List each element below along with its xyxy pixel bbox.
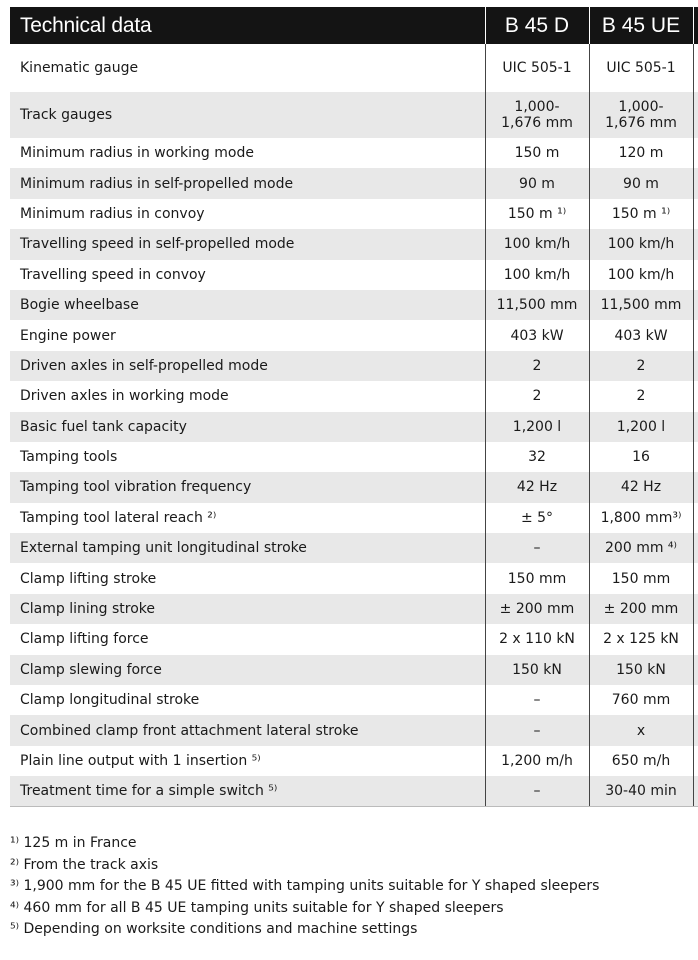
row-label: Tamping tools — [10, 442, 485, 472]
table-row — [10, 260, 698, 290]
value-b45d: 150 mm — [485, 563, 589, 593]
row-edge — [693, 351, 698, 381]
value-b45ue: 90 m — [589, 168, 693, 198]
table-row — [10, 746, 698, 776]
value-b45d: – — [485, 533, 589, 563]
value-b45ue: 150 mm — [589, 563, 693, 593]
value-b45ue: 30-40 min — [589, 776, 693, 806]
table-row — [10, 412, 698, 442]
row-label: Tamping tool lateral reach ²⁾ — [10, 503, 485, 533]
table-row — [10, 685, 698, 715]
value-b45d: 42 Hz — [485, 472, 589, 502]
value-b45d: 11,500 mm — [485, 290, 589, 320]
value-b45ue: x — [589, 715, 693, 745]
row-edge — [693, 92, 698, 138]
row-label: Driven axles in working mode — [10, 381, 485, 411]
row-label: Clamp longitudinal stroke — [10, 685, 485, 715]
row-label: Track gauges — [10, 92, 485, 138]
table-row — [10, 776, 698, 806]
table-row — [10, 381, 698, 411]
value-b45d: 150 kN — [485, 655, 589, 685]
value-b45ue: 11,500 mm — [589, 290, 693, 320]
value-b45ue: 150 kN — [589, 655, 693, 685]
row-label: Minimum radius in self-propelled mode — [10, 168, 485, 198]
row-label: Engine power — [10, 320, 485, 350]
value-b45ue: 2 — [589, 381, 693, 411]
value-b45d: – — [485, 685, 589, 715]
row-label: Plain line output with 1 insertion ⁵⁾ — [10, 746, 485, 776]
row-edge — [693, 533, 698, 563]
value-b45ue: 1,800 mm³⁾ — [589, 503, 693, 533]
row-edge — [693, 229, 698, 259]
row-label: Bogie wheelbase — [10, 290, 485, 320]
table-row — [10, 229, 698, 259]
value-b45ue: 120 m — [589, 138, 693, 168]
row-edge — [693, 655, 698, 685]
value-b45d: UIC 505-1 — [485, 44, 589, 92]
row-edge — [693, 442, 698, 472]
value-b45ue: 100 km/h — [589, 260, 693, 290]
header-edge — [693, 7, 698, 44]
table-header — [10, 7, 698, 44]
row-edge — [693, 503, 698, 533]
row-label: External tamping unit longitudinal stroke — [10, 533, 485, 563]
column-header-b45d: B 45 D — [485, 7, 589, 44]
row-edge — [693, 594, 698, 624]
value-b45d: 1,200 m/h — [485, 746, 589, 776]
footnote: ²⁾ From the track axis — [10, 856, 159, 873]
row-label: Travelling speed in convoy — [10, 260, 485, 290]
row-label: Clamp slewing force — [10, 655, 485, 685]
row-label: Travelling speed in self-propelled mode — [10, 229, 485, 259]
value-b45d: 2 — [485, 381, 589, 411]
row-edge — [693, 685, 698, 715]
value-b45ue: ± 200 mm — [589, 594, 693, 624]
table-row — [10, 533, 698, 563]
value-b45d: 32 — [485, 442, 589, 472]
table-row — [10, 624, 698, 654]
table-row — [10, 168, 698, 198]
technical-data-sheet — [10, 7, 698, 807]
row-label: Basic fuel tank capacity — [10, 412, 485, 442]
row-edge — [693, 290, 698, 320]
value-b45d: 150 m ¹⁾ — [485, 199, 589, 229]
value-b45ue: 16 — [589, 442, 693, 472]
row-edge — [693, 320, 698, 350]
value-b45ue: 760 mm — [589, 685, 693, 715]
table-row — [10, 715, 698, 745]
table-row — [10, 351, 698, 381]
table-body — [10, 44, 698, 807]
table-row — [10, 138, 698, 168]
value-b45d: 403 kW — [485, 320, 589, 350]
value-b45d: – — [485, 715, 589, 745]
row-edge — [693, 776, 698, 806]
row-edge — [693, 138, 698, 168]
value-b45d: 100 km/h — [485, 229, 589, 259]
table-row — [10, 472, 698, 502]
row-edge — [693, 44, 698, 92]
table-row — [10, 320, 698, 350]
row-label: Minimum radius in working mode — [10, 138, 485, 168]
footnote: ³⁾ 1,900 mm for the B 45 UE fitted with tamping units suitable for Y shaped sleepers — [10, 878, 600, 895]
table-row — [10, 594, 698, 624]
footnotes — [10, 833, 599, 941]
value-b45d: ± 5° — [485, 503, 589, 533]
column-header-b45ue: B 45 UE — [589, 7, 693, 44]
row-label: Kinematic gauge — [10, 44, 485, 92]
value-b45ue: 2 x 125 kN — [589, 624, 693, 654]
table-row — [10, 290, 698, 320]
row-label: Tamping tool vibration frequency — [10, 472, 485, 502]
footnote: ⁴⁾ 460 mm for all B 45 UE tamping units suitable for Y shaped sleepers — [10, 899, 504, 916]
row-label: Clamp lifting stroke — [10, 563, 485, 593]
row-label: Clamp lining stroke — [10, 594, 485, 624]
value-b45ue: 100 km/h — [589, 229, 693, 259]
value-b45d: 1,200 l — [485, 412, 589, 442]
row-edge — [693, 168, 698, 198]
table-row — [10, 563, 698, 593]
value-b45ue: 650 m/h — [589, 746, 693, 776]
value-b45d: 2 x 110 kN — [485, 624, 589, 654]
value-b45d: ± 200 mm — [485, 594, 589, 624]
value-b45ue: 150 m ¹⁾ — [589, 199, 693, 229]
value-b45ue: 1,200 l — [589, 412, 693, 442]
value-b45d: 2 — [485, 351, 589, 381]
table-row — [10, 442, 698, 472]
row-edge — [693, 260, 698, 290]
value-b45ue: 2 — [589, 351, 693, 381]
table-title: Technical data — [10, 7, 485, 44]
row-label: Minimum radius in convoy — [10, 199, 485, 229]
row-label: Combined clamp front attachment lateral stroke — [10, 715, 485, 745]
row-edge — [693, 715, 698, 745]
footnote: ¹⁾ 125 m in France — [10, 835, 137, 851]
value-b45d: 150 m — [485, 138, 589, 168]
row-edge — [693, 472, 698, 502]
value-b45d: – — [485, 776, 589, 806]
row-edge — [693, 199, 698, 229]
row-edge — [693, 746, 698, 776]
value-b45d: 100 km/h — [485, 260, 589, 290]
value-b45d: 1,000- 1,676 mm — [485, 92, 589, 138]
value-b45ue: UIC 505-1 — [589, 44, 693, 92]
value-b45ue: 42 Hz — [589, 472, 693, 502]
table-row — [10, 199, 698, 229]
technical-data-table — [10, 7, 698, 807]
footnote: ⁵⁾ Depending on worksite conditions and machine settings — [10, 921, 418, 938]
value-b45d: 90 m — [485, 168, 589, 198]
table-row — [10, 44, 698, 92]
row-edge — [693, 381, 698, 411]
value-b45ue: 403 kW — [589, 320, 693, 350]
value-b45ue: 1,000- 1,676 mm — [589, 92, 693, 138]
table-row — [10, 503, 698, 533]
row-edge — [693, 624, 698, 654]
row-label: Clamp lifting force — [10, 624, 485, 654]
table-row — [10, 92, 698, 138]
row-edge — [693, 563, 698, 593]
table-row — [10, 655, 698, 685]
row-label: Driven axles in self-propelled mode — [10, 351, 485, 381]
row-label: Treatment time for a simple switch ⁵⁾ — [10, 776, 485, 806]
row-edge — [693, 412, 698, 442]
value-b45ue: 200 mm ⁴⁾ — [589, 533, 693, 563]
